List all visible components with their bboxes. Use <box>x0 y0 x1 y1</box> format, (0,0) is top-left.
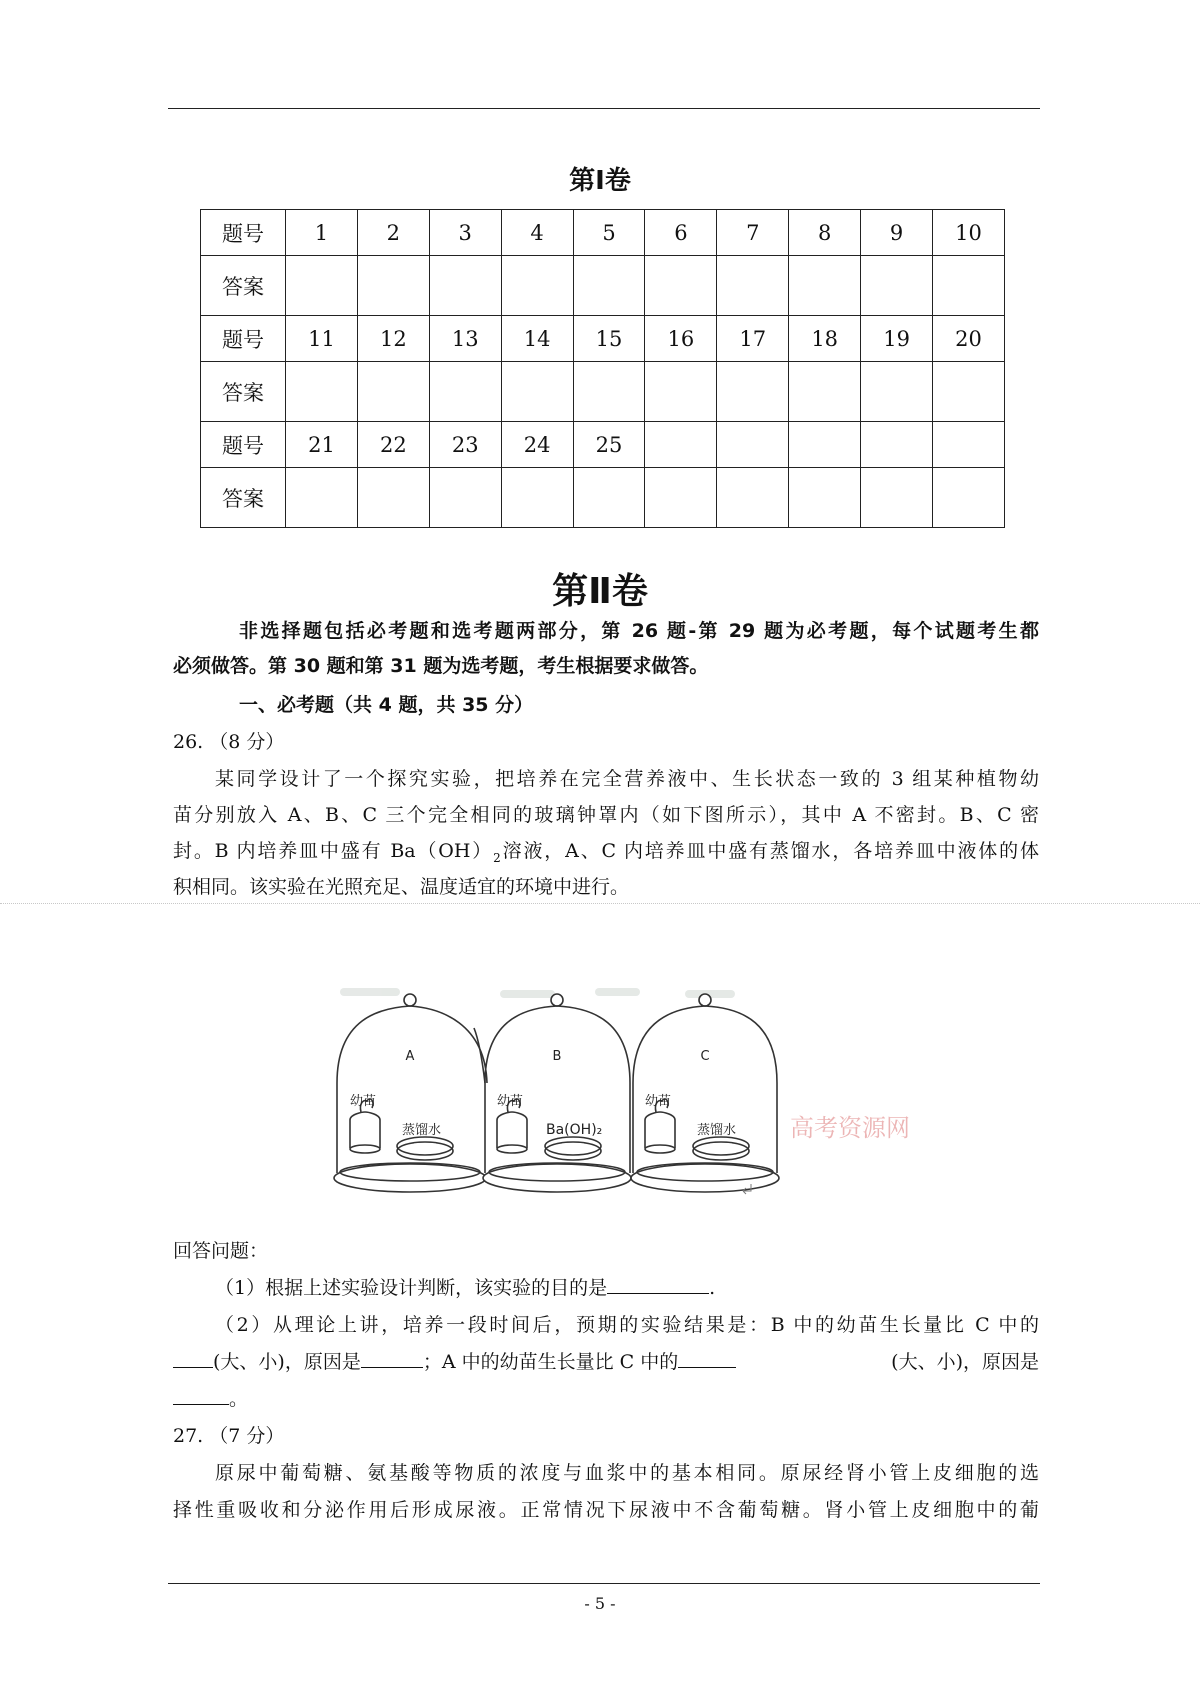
answer-cell[interactable] <box>573 256 645 316</box>
bell-jar-c <box>631 994 779 1192</box>
question-27-points: （7 分） <box>209 1425 285 1447</box>
question-number-row <box>201 422 1005 468</box>
answer-sheet-table <box>200 209 1005 528</box>
question-number-cell: 9 <box>861 210 933 256</box>
bell-label-a: A <box>405 1049 415 1064</box>
line-3-subscript: 2 <box>493 850 501 865</box>
answer-cell[interactable] <box>429 468 501 528</box>
sub2-text-b: ；A 中的幼苗生长量比 C 中的 <box>422 1351 679 1373</box>
sub-question-2-line-1: （2）从理论上讲，培养一段时间后，预期的实验结果是：B 中的幼苗生长量比 C 中的 <box>215 1314 1039 1336</box>
section-1-title: 第Ⅰ卷 <box>569 166 631 196</box>
row-header-question-number: 题号 <box>201 422 286 468</box>
answer-blank-3[interactable] <box>361 1347 423 1368</box>
answer-row <box>201 362 1005 422</box>
question-number-cell: 22 <box>357 422 429 468</box>
question-number-cell: 16 <box>645 316 717 362</box>
sub-question-1 <box>215 1273 715 1304</box>
footer-rule <box>168 1583 1040 1584</box>
row-header-answer: 答案 <box>201 256 286 316</box>
question-number-row <box>201 210 1005 256</box>
answer-cell[interactable] <box>645 256 717 316</box>
question-number-cell: 2 <box>357 210 429 256</box>
question-number-cell: 24 <box>501 422 573 468</box>
seedling-label-a: 幼苗 <box>350 1094 377 1109</box>
line-3-post: 溶液，A、C 内培养皿中盛有蒸馏水，各培养皿中液体的体 <box>500 840 1039 862</box>
question-number-cell <box>861 422 933 468</box>
bell-label-b: B <box>552 1049 562 1064</box>
answer-blank-2[interactable] <box>173 1347 213 1368</box>
answer-cell[interactable] <box>645 468 717 528</box>
answer-blank-4[interactable] <box>678 1347 736 1368</box>
answer-cell[interactable] <box>717 256 789 316</box>
question-number-cell: 6 <box>645 210 717 256</box>
answer-prompt: 回答问题： <box>173 1240 269 1262</box>
answer-cell[interactable] <box>861 362 933 422</box>
answer-blank-1[interactable] <box>607 1273 709 1294</box>
row-header-question-number: 题号 <box>201 210 286 256</box>
question-number-cell: 15 <box>573 316 645 362</box>
question-number-cell: 23 <box>429 422 501 468</box>
row-header-answer: 答案 <box>201 468 286 528</box>
question-number-cell <box>645 422 717 468</box>
section-2-intro-line-1: 非选择题包括必考题和选考题两部分，第 26 题-第 29 题为必考题，每个试题考生都 <box>239 620 1039 642</box>
answer-cell[interactable] <box>501 468 573 528</box>
answer-cell[interactable] <box>429 256 501 316</box>
question-26-line-1: 某同学设计了一个探究实验，把培养在完全营养液中、生长状态一致的 3 组某种植物幼 <box>215 768 1039 790</box>
answer-cell[interactable] <box>357 256 429 316</box>
watermark-text: 高考资源网 <box>790 1114 910 1142</box>
question-number-cell: 17 <box>717 316 789 362</box>
answer-cell[interactable] <box>861 256 933 316</box>
answer-cell[interactable] <box>573 468 645 528</box>
part-1-heading: 一、必考题（共 4 题，共 35 分） <box>239 694 534 716</box>
question-number-cell: 1 <box>286 210 358 256</box>
answer-cell[interactable] <box>933 468 1005 528</box>
bell-label-c: C <box>700 1049 710 1064</box>
answer-cell[interactable] <box>717 468 789 528</box>
question-number-cell <box>789 422 861 468</box>
question-26-line-2: 苗分别放入 A、B、C 三个完全相同的玻璃钟罩内（如下图所示），其中 A 不密封。B、C 密 <box>173 804 1039 826</box>
bell-jar-experiment-figure <box>325 968 1025 1210</box>
question-number-cell: 18 <box>789 316 861 362</box>
question-26-line-3 <box>173 836 1039 867</box>
seedling-label-b: 幼苗 <box>497 1094 524 1109</box>
answer-cell[interactable] <box>286 362 358 422</box>
bell-jar-a <box>334 994 487 1192</box>
sub2-line3-end: 。 <box>229 1388 249 1410</box>
answer-cell[interactable] <box>286 468 358 528</box>
sub-question-2-line-3 <box>173 1384 248 1415</box>
question-number-cell <box>717 422 789 468</box>
sub2-text-c: (大、小)，原因是 <box>891 1351 1039 1373</box>
question-27-line-2: 择性重吸收和分泌作用后形成尿液。正常情况下尿液中不含葡萄糖。肾小管上皮细胞中的葡 <box>173 1499 1039 1521</box>
answer-row <box>201 256 1005 316</box>
answer-cell[interactable] <box>933 256 1005 316</box>
question-number-cell: 11 <box>286 316 358 362</box>
question-number-cell: 14 <box>501 316 573 362</box>
question-27-number: 27. <box>173 1425 204 1447</box>
sub2-text-a: (大、小)，原因是 <box>213 1351 361 1373</box>
answer-cell[interactable] <box>501 256 573 316</box>
page-separator-dotted <box>0 903 1200 904</box>
question-26-number: 26. <box>173 731 204 753</box>
answer-cell[interactable] <box>357 362 429 422</box>
dish-label-c: 蒸馏水 <box>697 1123 737 1138</box>
answer-blank-5[interactable] <box>173 1384 229 1405</box>
question-26-header <box>173 727 284 758</box>
answer-cell[interactable] <box>429 362 501 422</box>
sub-question-1-text: （1）根据上述实验设计判断，该实验的目的是 <box>215 1277 608 1299</box>
question-number-cell: 21 <box>286 422 358 468</box>
question-number-cell: 8 <box>789 210 861 256</box>
section-2-title: 第Ⅱ卷 <box>552 571 648 612</box>
question-26-points: （8 分） <box>209 731 285 753</box>
row-header-answer: 答案 <box>201 362 286 422</box>
question-number-cell: 4 <box>501 210 573 256</box>
answer-cell[interactable] <box>789 362 861 422</box>
sub-question-1-end: . <box>709 1277 716 1299</box>
answer-cell[interactable] <box>789 468 861 528</box>
dish-label-b: Ba(OH)₂ <box>546 1122 603 1138</box>
row-header-question-number: 题号 <box>201 316 286 362</box>
question-number-cell: 13 <box>429 316 501 362</box>
question-number-cell: 20 <box>933 316 1005 362</box>
answer-cell[interactable] <box>573 362 645 422</box>
bell-jar-b <box>483 994 631 1192</box>
answer-cell[interactable] <box>645 362 717 422</box>
sub-question-2-line-2 <box>173 1347 1039 1378</box>
section-2-intro-line-2: 必须做答。第 30 题和第 31 题为选考题，考生根据要求做答。 <box>173 655 709 677</box>
question-number-cell: 25 <box>573 422 645 468</box>
question-number-cell: 10 <box>933 210 1005 256</box>
dish-label-a: 蒸馏水 <box>402 1123 442 1138</box>
answer-cell[interactable] <box>357 468 429 528</box>
line-3-pre: 封。B 内培养皿中盛有 Ba（OH） <box>173 840 494 862</box>
answer-cell[interactable] <box>286 256 358 316</box>
question-number-cell: 7 <box>717 210 789 256</box>
answer-row <box>201 468 1005 528</box>
question-27-header <box>173 1421 284 1452</box>
question-number-cell: 19 <box>861 316 933 362</box>
question-number-cell: 12 <box>357 316 429 362</box>
header-rule <box>168 108 1040 109</box>
question-27-line-1: 原尿中葡萄糖、氨基酸等物质的浓度与血浆中的基本相同。原尿经肾小管上皮细胞的选 <box>215 1462 1039 1484</box>
watermark-smudges <box>340 988 735 998</box>
seedling-label-c: 幼苗 <box>645 1094 672 1109</box>
question-26-line-4: 积相同。该实验在光照充足、温度适宜的环境中进行。 <box>173 876 630 898</box>
question-number-cell: 5 <box>573 210 645 256</box>
answer-cell[interactable] <box>717 362 789 422</box>
page-number: - 5 - <box>584 1594 616 1613</box>
question-number-cell: 3 <box>429 210 501 256</box>
answer-cell[interactable] <box>789 256 861 316</box>
question-number-row <box>201 316 1005 362</box>
question-number-cell <box>933 422 1005 468</box>
answer-cell[interactable] <box>861 468 933 528</box>
answer-cell[interactable] <box>933 362 1005 422</box>
answer-cell[interactable] <box>501 362 573 422</box>
